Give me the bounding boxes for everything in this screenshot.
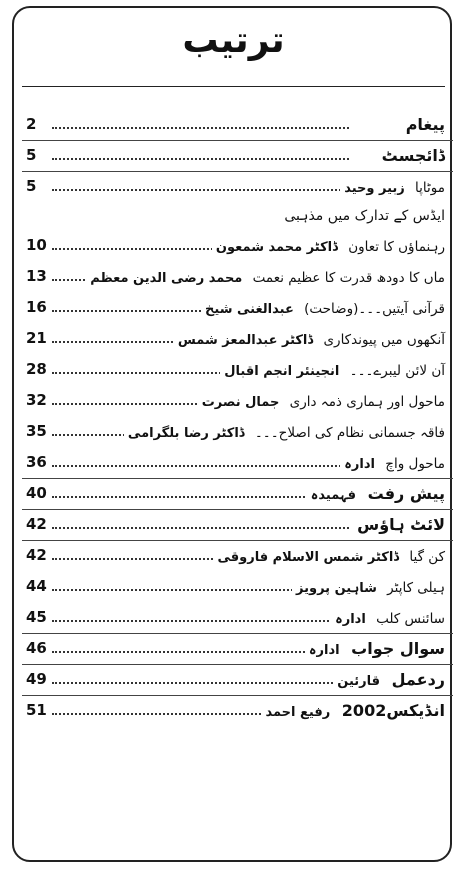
entry-title-text: فاقہ جسمانی نظام کی اصلاح۔۔۔ — [254, 425, 445, 441]
entry-author: ڈاکٹر عبدالمعز شمس — [177, 333, 314, 348]
dot-leader — [52, 158, 349, 160]
entry-title-text: رہنماؤں کا تعاون — [348, 239, 445, 255]
page-number: 16 — [26, 298, 47, 316]
entry-title — [333, 670, 445, 689]
toc-row[interactable] — [26, 537, 445, 568]
page-number: 42 — [26, 515, 47, 533]
toc-row[interactable] — [26, 382, 445, 413]
entry-title-text: آنکھوں میں پیوندکاری — [323, 332, 445, 348]
toc-row[interactable] — [26, 168, 445, 199]
entry-title — [124, 425, 445, 441]
entry-author: رفیع احمد — [265, 705, 331, 720]
page-number: 45 — [26, 608, 47, 626]
toc-row[interactable] — [26, 630, 445, 661]
entry-title-text: کن گیا — [409, 549, 445, 565]
entry-author: ادارہ — [344, 457, 375, 472]
entry-title-text: ڈائجسٹ — [381, 146, 445, 165]
page-number: 42 — [26, 546, 47, 564]
page-number: 35 — [26, 422, 47, 440]
entry-author: عبدالغنی شیخ — [205, 302, 294, 317]
entry-author: ادارہ — [335, 612, 366, 627]
page-number: 2 — [26, 115, 37, 133]
toc-row[interactable] — [26, 475, 445, 506]
entry-title — [340, 180, 445, 196]
entry-title-text: موٹاپا — [415, 180, 445, 196]
dot-leader — [52, 465, 349, 467]
entry-author: ڈاکٹر رضا بلگرامی — [127, 426, 245, 441]
entry-title-text: پیغام — [405, 115, 445, 134]
page-number: 5 — [26, 146, 37, 164]
dot-leader — [52, 189, 349, 191]
page-title: ترتیب — [182, 20, 285, 61]
entry-title — [331, 611, 445, 627]
entry-title — [201, 301, 445, 317]
entry-title — [292, 580, 445, 596]
title-divider — [22, 86, 445, 87]
entry-title — [220, 363, 445, 379]
entry-title — [212, 239, 445, 255]
toc-row[interactable] — [26, 506, 445, 537]
page-number: 46 — [26, 639, 47, 657]
dot-leader — [52, 527, 349, 529]
entry-title-text: آن لائن لیبرے۔۔۔ — [349, 363, 445, 379]
toc-row[interactable] — [26, 444, 445, 475]
entry-title — [402, 115, 445, 134]
entry-title-text: ماحول واچ — [385, 456, 445, 472]
page-number: 13 — [26, 267, 47, 285]
entry-title-text: پیش رفت — [367, 484, 445, 503]
entry-author: ڈاکٹر شمس الاسلام فاروقی — [217, 550, 400, 565]
dot-leader — [52, 682, 349, 684]
toc-row[interactable] — [26, 106, 445, 137]
toc-row[interactable] — [26, 199, 445, 227]
entry-title-text: ماں کا دودھ قدرت کا عظیم نعمت — [252, 270, 445, 286]
page-number: 36 — [26, 453, 47, 471]
entry-title — [86, 270, 445, 286]
entry-author: فہمیدہ — [310, 488, 357, 503]
page-number: 10 — [26, 236, 47, 254]
page-number: 40 — [26, 484, 47, 502]
entry-title-text: ایڈس کے تدارک میں مذہبی — [284, 208, 445, 224]
toc-row[interactable] — [26, 258, 445, 289]
page-number: 32 — [26, 391, 47, 409]
entry-author: قارئین — [337, 674, 381, 689]
entry-title-text: سائنس کلب — [376, 611, 445, 627]
page-number: 49 — [26, 670, 47, 688]
entry-author: شاہین پرویز — [296, 581, 377, 596]
page-number: 51 — [26, 701, 47, 719]
entry-title — [280, 208, 445, 224]
entry-author: محمد رضی الدین معظم — [90, 271, 243, 286]
entry-title-text: انڈیکس2002 — [341, 701, 445, 720]
entry-author: ادارہ — [308, 643, 340, 658]
page-number: 44 — [26, 577, 47, 595]
entry-title — [340, 456, 445, 472]
entry-title-text: ماحول اور ہماری ذمہ داری — [289, 394, 445, 410]
entry-title — [174, 332, 445, 348]
dot-leader — [52, 496, 349, 498]
page-number: 5 — [26, 177, 37, 195]
entry-title — [305, 639, 445, 658]
entry-title-text: سوال جواب — [351, 639, 445, 658]
toc-row[interactable] — [26, 413, 445, 444]
entry-title — [261, 701, 445, 720]
page-number: 21 — [26, 329, 47, 347]
entry-title — [378, 146, 445, 165]
toc-row[interactable] — [26, 692, 445, 723]
entry-title-text: ہیلی کاپٹر — [387, 580, 445, 596]
toc-row[interactable] — [26, 320, 445, 351]
toc-row[interactable] — [26, 289, 445, 320]
dot-leader — [52, 620, 349, 622]
toc-row[interactable] — [26, 351, 445, 382]
toc-row[interactable] — [26, 661, 445, 692]
entry-title — [353, 515, 445, 534]
entry-author: زبیر وحید — [344, 181, 405, 196]
entry-author: ڈاکٹر محمد شمعون — [215, 240, 338, 255]
entry-author: جمال نصرت — [201, 395, 280, 410]
toc-row[interactable] — [26, 227, 445, 258]
entry-title-text: لائٹ ہاؤس — [357, 515, 445, 534]
entry-title — [198, 394, 445, 410]
page-number: 28 — [26, 360, 47, 378]
entry-title — [307, 484, 445, 503]
table-of-contents — [26, 106, 445, 723]
entry-author: انجینئر انجم اقبال — [224, 364, 340, 379]
toc-row[interactable] — [26, 568, 445, 599]
dot-leader — [52, 127, 349, 129]
toc-row[interactable] — [26, 599, 445, 630]
entry-title-text: ردعمل — [391, 670, 445, 689]
entry-title-text: قرآنی آیتیں۔۔۔(وضاحت) — [304, 301, 445, 317]
entry-title — [214, 549, 446, 565]
toc-row[interactable] — [26, 137, 445, 168]
